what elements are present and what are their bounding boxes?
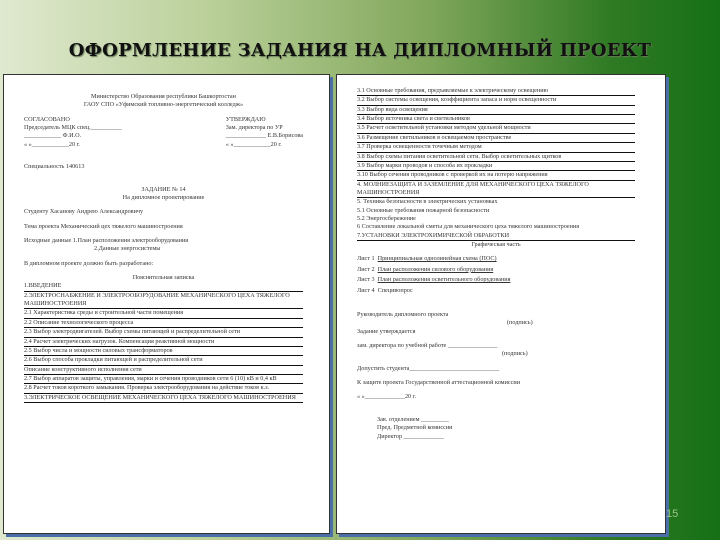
contents-list — [24, 282, 303, 403]
sheet-text: Принципиальная однолинейная схема (ПОС) — [377, 255, 497, 263]
date: « »_____________20 г. — [357, 393, 417, 401]
task-document-page-2 — [336, 74, 666, 534]
list-item: 2.8 Расчет токов короткого замыкания. Проверка электрооборудования на действие токов к.з. — [24, 384, 303, 393]
sheet-label: Лист 4 — [357, 286, 375, 294]
sheet-label: Лист 2 — [357, 265, 375, 273]
sheet-row — [357, 255, 635, 263]
agreed-label: СОГЛАСОВАНО — [24, 115, 70, 123]
college-header: ГАОУ СПО «Уфимский топливно-энергетический колледж» — [83, 101, 244, 109]
sheet-text: План расположения силового оборудования — [377, 265, 494, 273]
input-1: 1.План расположения электрооборудования — [72, 236, 189, 244]
list-item: 3.6 Размещение светильников в освещаемом пространстве — [357, 134, 635, 143]
specialty: Специальность 140613 — [24, 163, 85, 171]
list-item: 4. МОЛНИЕЗАЩИТА И ЗАЗЕМЛЕНИЕ ДЛЯ МЕХАНИЧЕСКОГО ЦЕХА ТЯЖЕЛОГО МАШИНОСТРОЕНИЯ — [357, 181, 635, 199]
list-item: 2.3 Выбор электродвигателей. Выбор схемы питающей и распределительной сети — [24, 328, 303, 337]
plain-items — [357, 198, 635, 231]
approved-name: _____________ Е.В.Борисова — [225, 132, 303, 140]
sheet-row — [357, 276, 635, 284]
deputy: зам. директора по учебной работе ________________ — [357, 341, 498, 349]
list-item: 2.5 Выбор числа и мощности силовых трансформаторов — [24, 347, 303, 356]
list-item: 3.8 Выбор схемы питания осветительной сети. Выбор осветительных щитков — [357, 153, 635, 162]
commission: К защите проекта Государственной аттестационной комиссии — [357, 379, 521, 387]
sheet-label: Лист 1 — [357, 255, 375, 263]
list-item: 2.ЭЛЕКТРОСНАБЖЕНИЕ И ЭЛЕКТРООБОРУДОВАНИЕ МЕХАНИЧЕСКОГО ЦЕХА ТЯЖЕЛОГО МАШИНОСТРОЕНИЯ — [24, 292, 303, 310]
list-item: 2.2 Описание технологического процесса — [24, 319, 303, 328]
slide-number: 15 — [666, 508, 679, 520]
list-item: 3.ЭЛЕКТРИЧЕСКОЕ ОСВЕЩЕНИЕ МЕХАНИЧЕСКОГО ЦЕХА ТЯЖЕЛОГО МАШИНОСТРОЕНИЯ — [24, 394, 303, 403]
admit-student: Допустить студента_____________________________ — [357, 364, 500, 372]
list-item: 2.4 Расчет электрических нагрузок. Компенсация реактивной мощности — [24, 338, 303, 347]
sheets-list — [357, 255, 635, 294]
approve-label: Задание утверждается — [357, 327, 416, 335]
ministry-header: Министерство Образования республики Башкортостан — [91, 93, 236, 100]
list-item: 3.2 Выбор системы освещения, коэффициента запаса и норм освещенности — [357, 96, 635, 105]
topic: Тема проекта Механический цех тяжелого машиностроения — [24, 222, 183, 230]
list-item: 2.7 Выбор аппаратов защиты, управления, марки и сечения проводников сети 6 (10) кВ и 0,4 кВ — [24, 375, 303, 384]
list-item: 5.1 Основные требования пожарной безопасности — [357, 206, 490, 214]
head-dept: Зав. отделением _________ — [377, 415, 449, 423]
list-item: 3.4 Выбор источника света и светильников — [357, 115, 635, 124]
sheet-row — [357, 287, 635, 295]
list-item: 3.3 Выбор вида освещения — [357, 106, 635, 115]
agreed-chair: Председатель МЦК спец.__________ — [24, 124, 122, 132]
list-item: 5.2 Энергосбережение — [357, 215, 416, 223]
approved-block — [226, 116, 303, 149]
list-item: 5. Техника безопасности в электрических установках — [357, 198, 498, 206]
sheet-text: План расположения осветительного оборудования — [377, 276, 511, 284]
list-item: 2.6 Выбор способа прокладки питающей и распределительной сети — [24, 356, 303, 365]
sheet-row — [357, 266, 635, 274]
list-item: 3.7 Проверка освещенности точечным методом — [357, 143, 635, 152]
graphic-title: Графическая часть — [471, 241, 521, 249]
slide-title: ОФОРМЛЕНИЕ ЗАДАНИЯ НА ДИПЛОМНЫЙ ПРОЕКТ — [68, 40, 652, 61]
signature-2: (подпись) — [502, 350, 528, 358]
input-2: 2.Данные энергосистемы — [94, 245, 161, 253]
task-title: ЗАДАНИЕ № 14 — [141, 185, 186, 193]
list-item: 3.5 Расчет осветительной установки методом удельной мощности — [357, 124, 635, 133]
agreed-block — [24, 116, 122, 149]
list-item: 6 Составление локальной сметы для механического цеха тяжелого машиностроения — [357, 223, 580, 231]
contents-list-continued — [357, 87, 635, 198]
student: Студенту Хасанову Андрею Александровичу — [24, 208, 144, 216]
task-subtitle: На дипломное проектирование — [122, 193, 205, 201]
list-item: 2.1 Характеристика среды и строительной части помещения — [24, 309, 303, 318]
approved-role: Зам. директора по УР — [225, 124, 283, 132]
list-item: Описание конструктивного исполнения сети — [24, 366, 303, 375]
sheet-text: Специвопрос — [377, 286, 413, 294]
chair: Пред. Предметной комиссии — [377, 424, 453, 432]
list-item: 3.10 Выбор сечения проводников с проверкой их на потерю напряжения — [357, 171, 635, 180]
item-7: 7.УСТАНОВКИ ЭЛЕКТРОХИМИЧЕСКОЙ ОБРАБОТКИ — [357, 232, 635, 241]
develop-label: В дипломном проекте должно быть разработано: — [24, 259, 154, 267]
list-item: 3.1 Основные требования, предъявляемые к электрическому освещению — [357, 87, 635, 96]
note-title: Пояснительная записка — [132, 274, 195, 282]
approved-date: « »____________20 г. — [225, 140, 282, 148]
supervisor: Руководитель дипломного проекта — [357, 310, 449, 318]
director: Директор _____________ — [377, 432, 444, 440]
agreed-name: ____________ Ф.И.О. — [24, 132, 82, 140]
agreed-date: « »____________20 г. — [24, 140, 80, 148]
list-item: 3.9 Выбор марки проводов и способа их прокладки — [357, 162, 635, 171]
sheet-label: Лист 3 — [357, 276, 375, 284]
input-label: Исходные данные — [24, 236, 72, 244]
task-document-page-1 — [3, 74, 330, 534]
list-item: 1.ВВЕДЕНИЕ — [24, 282, 303, 291]
signature-1: (подпись) — [507, 319, 533, 327]
approved-label: УТВЕРЖДАЮ — [225, 115, 266, 123]
